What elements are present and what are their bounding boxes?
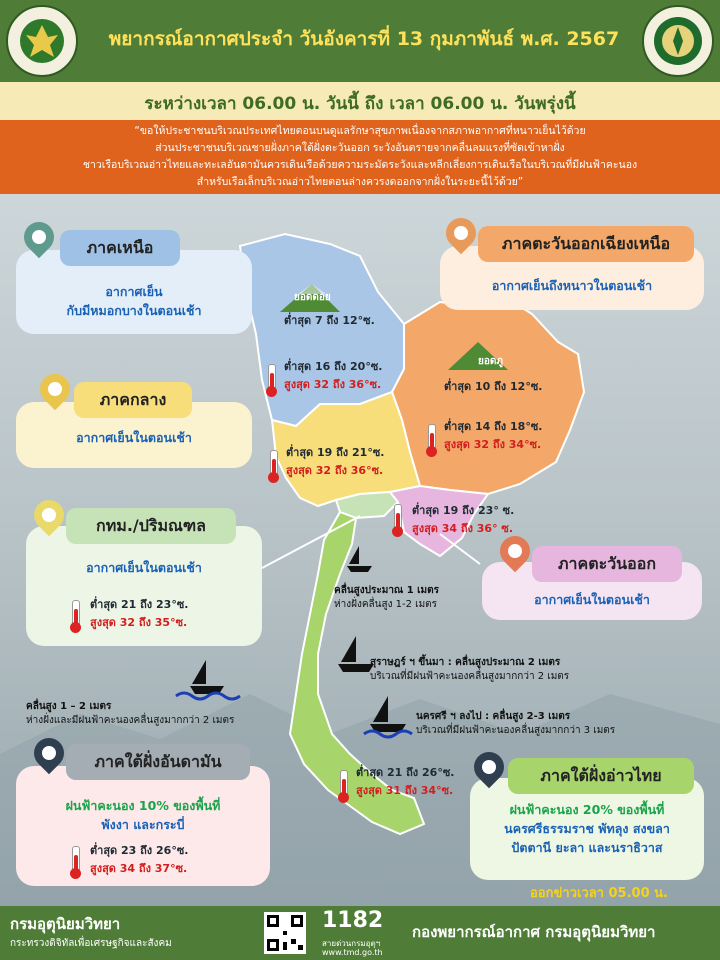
footer-org: กรมอุตุนิยมวิทยา [10, 915, 121, 933]
north-peak-temp: ต่ำสุด 7 ถึง 12°ซ. [284, 314, 375, 327]
central-thermometer-icon [270, 450, 278, 478]
warning-line-1: “ขอให้ประชาชนบริเวณประเทศไทยตอนบนดูแลรักษาสุขภาพเนื่องจากสภาพอากาศที่หนาวเย็นไว้ด้วย [134, 125, 586, 137]
andaman-wave: คลื่นสูง 1 – 2 เมตร [26, 701, 112, 712]
east-low-temp: ต่ำสุด 19 ถึง 23° ซ. [412, 504, 515, 517]
hotline-caption: สายด่วนกรมอุตุฯ [322, 939, 381, 948]
footer-division: กองพยากรณ์อากาศ กรมอุตุนิยมวิทยา [412, 923, 656, 941]
page-title: พยากรณ์อากาศประจำ วันอังคารที่ 13 กุมภาพันธ์ พ.ศ. 2567 [108, 28, 620, 50]
issued-time: ออกข่าวเวลา 05.00 น. [530, 886, 668, 901]
bangkok-thermometer-icon [72, 600, 80, 628]
website-link[interactable]: www.tmd.go.th [322, 948, 383, 957]
south-andaman-high-temp: สูงสุด 34 ถึง 37°ซ. [90, 862, 188, 875]
gulf-upper-wave: คลื่นสูงประมาณ 1 เมตร [334, 585, 440, 596]
boat-icon-gulf-mid [338, 636, 374, 672]
east-title: ภาคตะวันออก [532, 546, 682, 582]
gulf-low-storm: บริเวณที่มีฝนฟ้าคะนองคลื่นสูงมากกว่า 3 เมตร [416, 725, 616, 736]
bangkok-low-temp: ต่ำสุด 21 ถึง 23°ซ. [90, 598, 189, 611]
east-high-temp: สูงสุด 34 ถึง 36° ซ. [412, 522, 514, 535]
gulf-mid-storm: บริเวณที่มีฝนฟ้าคะนองคลื่นสูงมากกว่า 2 เมตร [370, 671, 570, 682]
north-thermometer-icon [268, 364, 276, 392]
south-andaman-title: ภาคใต้ฝั่งอันดามัน [66, 744, 250, 780]
bangkok-high-temp: สูงสุด 32 ถึง 35°ซ. [90, 616, 188, 629]
south-andaman-desc-1: ฝนฟ้าคะนอง 10% ของพื้นที่ [65, 798, 221, 813]
east-desc-1: อากาศเย็นในตอนเช้า [534, 592, 650, 607]
north-desc-1: อากาศเย็น [105, 284, 163, 299]
northeast-low-temp: ต่ำสุด 14 ถึง 18°ซ. [444, 420, 543, 433]
northeast-high-temp: สูงสุด 32 ถึง 34°ซ. [444, 438, 542, 451]
period-banner [0, 82, 720, 120]
qr-code-icon[interactable] [264, 912, 306, 954]
department-logo [642, 5, 714, 77]
doi-peak-label: ยอดดอย [294, 292, 331, 303]
south-gulf-desc-1: ฝนฟ้าคะนอง 20% ของพื้นที่ [509, 802, 665, 817]
garuda-emblem-icon [18, 17, 66, 65]
footer-ministry: กระทรวงดิจิทัลเพื่อเศรษฐกิจและสังคม [10, 938, 172, 949]
bangkok-desc-1: อากาศเย็นในตอนเช้า [86, 560, 202, 575]
central-high-temp: สูงสุด 32 ถึง 36°ซ. [286, 464, 384, 477]
header-bar [0, 0, 720, 82]
south-gulf-high-temp: สูงสุด 31 ถึง 34°ซ. [356, 784, 454, 797]
south-andaman-desc-2: พังงา และกระบี่ [101, 817, 185, 832]
gulf-low-wave: นครศรี ฯ ลงไป : คลื่นสูง 2-3 เมตร [416, 711, 571, 722]
central-title: ภาคกลาง [74, 382, 192, 418]
northeast-peak-temp: ต่ำสุด 10 ถึง 12°ซ. [444, 380, 543, 393]
boat-icon-andaman [176, 660, 240, 699]
south-gulf-title: ภาคใต้ฝั่งอ่าวไทย [508, 758, 694, 794]
warning-line-4: สำหรับเรือเล็กบริเวณอ่าวไทยตอนล่างควรงดออกจากฝั่งในระยะนี้ไว้ด้วย” [196, 176, 524, 188]
bangkok-title: กทม./ปริมณฑล [66, 508, 236, 544]
east-thermometer-icon [394, 504, 402, 532]
north-title: ภาคเหนือ [60, 230, 180, 266]
south-andaman-low-temp: ต่ำสุด 23 ถึง 26°ซ. [90, 844, 189, 857]
footer-bar [0, 906, 720, 960]
andaman-storm: ห่างฝั่งและมีฝนฟ้าคะนองคลื่นสูงมากกว่า 2 เมตร [26, 715, 235, 726]
phu-peak-label: ยอดภู [478, 356, 503, 367]
warning-banner [0, 120, 720, 194]
period-text: ระหว่างเวลา 06.00 น. วันนี้ ถึง เวลา 06.00 น. วันพรุ่งนี้ [144, 94, 576, 114]
boat-icon-gulf-upper [347, 546, 372, 572]
northeast-title: ภาคตะวันออกเฉียงเหนือ [478, 226, 694, 262]
south-gulf-low-temp: ต่ำสุด 21 ถึง 26°ซ. [356, 766, 455, 779]
north-low-temp: ต่ำสุด 16 ถึง 20°ซ. [284, 360, 383, 373]
south-gulf-desc-3: ปัตตานี ยะลา และนราธิวาส [511, 840, 663, 855]
tmd-emblem-icon [652, 15, 704, 67]
central-low-temp: ต่ำสุด 19 ถึง 21°ซ. [286, 446, 385, 459]
northeast-thermometer-icon [428, 424, 436, 452]
north-desc-2: กับมีหมอกบางในตอนเช้า [66, 303, 202, 318]
warning-line-3: ชาวเรือบริเวณอ่าวไทยและทะเลอันดามันควรเดินเรือด้วยความระมัดระวังและหลีกเลี่ยงการเดินเรือในบริเวณที่มีฝนฟ้าคะนอง [82, 159, 638, 171]
hotline-number: 1182 [322, 908, 384, 933]
central-desc-1: อากาศเย็นในตอนเช้า [76, 430, 192, 445]
north-high-temp: สูงสุด 32 ถึง 36°ซ. [284, 378, 382, 391]
gulf-mid-wave: สุราษฎร์ ฯ ขึ้นมา : คลื่นสูงประมาณ 2 เมตร [370, 657, 561, 668]
south-andaman-thermometer-icon [72, 846, 80, 874]
gulf-upper-offshore: ห่างฝั่งคลื่นสูง 1-2 เมตร [334, 599, 438, 610]
ministry-logo [6, 5, 78, 77]
south-gulf-desc-2: นครศรีธรรมราช พัทลุง สงขลา [504, 821, 670, 836]
warning-line-2: ส่วนประชาชนบริเวณชายฝั่งภาคใต้ฝั่งตะวันออก ระวังอันตรายจากคลื่นลมแรงที่ซัดเข้าหาฝั่ง [155, 142, 565, 154]
south-gulf-thermometer-icon [340, 770, 348, 798]
northeast-desc-1: อากาศเย็นถึงหนาวในตอนเช้า [491, 278, 653, 293]
